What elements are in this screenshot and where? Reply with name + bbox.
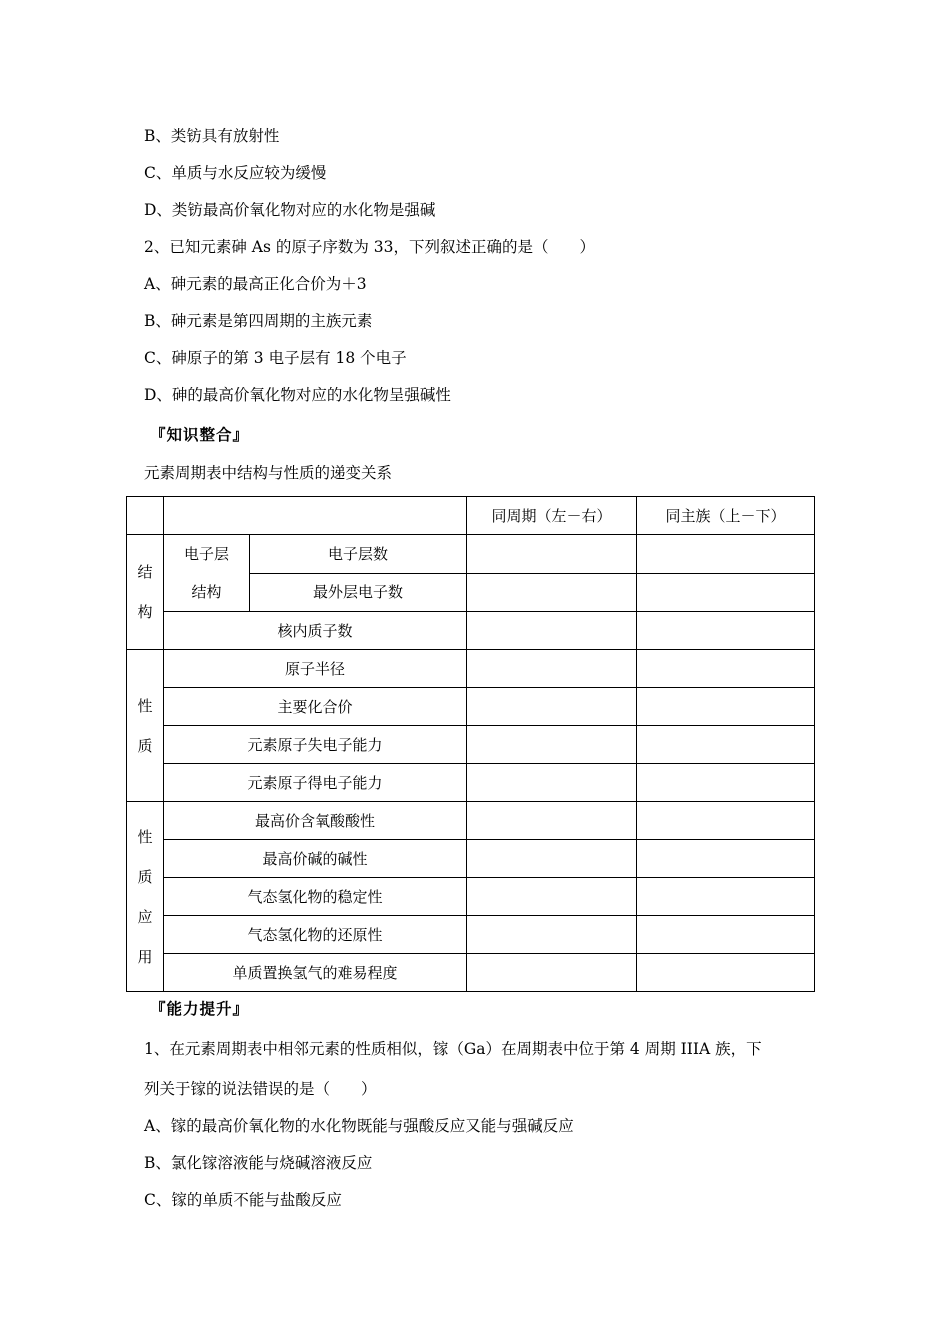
row-label: 电子层数 [250,535,467,574]
group-label-property: 性 质 [127,650,164,802]
row-label: 最高价碱的碱性 [164,840,467,878]
prev-option-b: B、类钫具有放射性 [144,127,280,145]
blank-answer-cell [467,840,637,878]
row-label: 最外层电子数 [250,573,467,612]
table-row [127,802,815,840]
blank-answer-cell [637,878,815,916]
question-3-option-b: B、氯化镓溶液能与烧碱溶液反应 [144,1154,373,1172]
table-row [127,878,815,916]
table-row [127,535,815,574]
question-2-option-d: D、砷的最高价氧化物对应的水化物呈强碱性 [144,386,451,404]
question-3-option-a: A、镓的最高价氧化物的水化物既能与强酸反应又能与强碱反应 [144,1117,574,1135]
blank-answer-cell [637,764,815,802]
question-2-option-a: A、砷元素的最高正化合价为＋3 [144,275,367,293]
header-same-group: 同主族（上－下） [637,497,815,535]
prev-option-c: C、单质与水反应较为缓慢 [144,164,327,182]
table-row [127,954,815,992]
blank-answer-cell [637,726,815,764]
group-label-structure: 结 构 [127,535,164,650]
table-row [127,688,815,726]
blank-answer-cell [467,650,637,688]
blank-answer-cell [467,535,637,574]
blank-answer-cell [467,612,637,650]
periodic-trends-table [126,496,815,992]
blank-answer-cell [467,916,637,954]
sub-label-shell-structure: 电子层 结构 [164,535,250,612]
blank-answer-cell [467,688,637,726]
header-blank-cell [127,497,164,535]
blank-answer-cell [637,688,815,726]
section-heading-ability: 『能力提升』 [150,999,250,1018]
group-label-application: 性 质 应 用 [127,802,164,992]
table-header-row [127,497,815,535]
table-row [127,650,815,688]
row-label: 单质置换氢气的难易程度 [164,954,467,992]
question-2-option-c: C、砷原子的第 3 电子层有 18 个电子 [144,349,407,367]
question-2-stem: 2、已知元素砷 As 的原子序数为 33，下列叙述正确的是（ ） [144,238,596,256]
row-label: 最高价含氧酸酸性 [164,802,467,840]
blank-answer-cell [467,954,637,992]
header-same-period: 同周期（左－右） [467,497,637,535]
blank-answer-cell [637,612,815,650]
row-label: 原子半径 [164,650,467,688]
blank-answer-cell [637,573,815,612]
blank-answer-cell [637,954,815,992]
question-3-option-c: C、镓的单质不能与盐酸反应 [144,1191,342,1209]
table-row [127,726,815,764]
blank-answer-cell [467,764,637,802]
row-label: 核内质子数 [164,612,467,650]
table-row [127,764,815,802]
row-label: 元素原子得电子能力 [164,764,467,802]
blank-answer-cell [637,802,815,840]
blank-answer-cell [637,650,815,688]
row-label: 主要化合价 [164,688,467,726]
row-label: 气态氢化物的还原性 [164,916,467,954]
header-blank-cell [164,497,467,535]
blank-answer-cell [637,535,815,574]
prev-option-d: D、类钫最高价氧化物对应的水化物是强碱 [144,201,436,219]
question-3-stem-line-1: 1、在元素周期表中相邻元素的性质相似，镓（Ga）在周期表中位于第 4 周期 IIIA 族，下 [144,1040,762,1058]
section-heading-knowledge: 『知识整合』 [150,425,250,444]
row-label: 元素原子失电子能力 [164,726,467,764]
blank-answer-cell [467,726,637,764]
table-row [127,840,815,878]
blank-answer-cell [467,802,637,840]
blank-answer-cell [467,573,637,612]
table-row [127,612,815,650]
blank-answer-cell [637,916,815,954]
blank-answer-cell [637,840,815,878]
question-3-stem-line-2: 列关于镓的说法错误的是（ ） [144,1080,377,1098]
table-caption: 元素周期表中结构与性质的递变关系 [144,464,393,482]
blank-answer-cell [467,878,637,916]
row-label: 气态氢化物的稳定性 [164,878,467,916]
question-2-option-b: B、砷元素是第四周期的主族元素 [144,312,373,330]
table-row [127,916,815,954]
